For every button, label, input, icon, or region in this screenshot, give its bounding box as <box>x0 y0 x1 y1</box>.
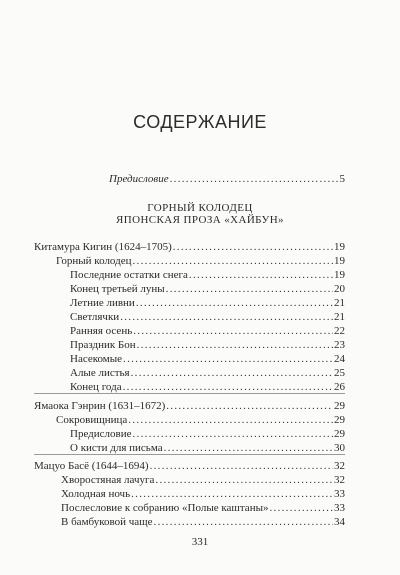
toc-entry-label: Горный колодец <box>56 255 132 267</box>
toc-entry <box>70 352 345 366</box>
toc-entry-page: 20 <box>334 283 345 295</box>
toc-entry-page: 19 <box>334 269 345 281</box>
toc-entry-author <box>34 240 345 254</box>
section-heading-line-2: ЯПОНСКАЯ ПРОЗА «ХАЙБУН» <box>116 214 284 226</box>
toc-entry-label: Сокровищница <box>56 414 128 426</box>
dot-leader <box>137 338 333 352</box>
dot-leader <box>133 324 333 338</box>
toc-entry-page: 23 <box>334 339 345 351</box>
toc-entry-collection <box>56 413 345 427</box>
group-divider <box>34 393 345 394</box>
toc-entry <box>61 515 345 529</box>
dot-leader <box>123 352 333 366</box>
dot-leader <box>164 441 333 455</box>
toc-entry-page: 33 <box>334 502 345 514</box>
dot-leader <box>170 172 339 186</box>
toc-entry <box>70 282 345 296</box>
toc-entry <box>70 427 345 441</box>
toc-entry-preface <box>109 172 345 186</box>
toc-entry-page: 19 <box>334 241 345 253</box>
toc-entry <box>61 501 345 515</box>
toc-entry-label: Конец года <box>70 381 122 393</box>
toc-entry-page: 29 <box>334 428 345 440</box>
toc-entry-label: Хворостяная лачуга <box>61 474 155 486</box>
toc-entry-label: Ранняя осень <box>70 325 133 337</box>
toc-entry-label: О кисти для письма <box>70 442 163 454</box>
toc-entry-page: 26 <box>334 381 345 393</box>
toc-entry-label: Светлячки <box>70 311 120 323</box>
toc-entry <box>70 324 345 338</box>
dot-leader <box>128 413 333 427</box>
toc-entry-label: Послесловие к собранию «Полые каштаны» <box>61 502 269 514</box>
toc-entry-label: Мацуо Басё (1644–1694) <box>34 460 149 472</box>
section-heading-line-1: ГОРНЫЙ КОЛОДЕЦ <box>147 202 253 214</box>
toc-entry-page: 24 <box>334 353 345 365</box>
dot-leader <box>133 427 334 441</box>
toc-entry <box>70 441 345 455</box>
toc-entry-page: 33 <box>334 488 345 500</box>
toc-entry <box>70 268 345 282</box>
dot-leader <box>133 254 334 268</box>
dot-leader <box>131 366 333 380</box>
dot-leader <box>189 268 333 282</box>
toc-entry-page: 21 <box>334 311 345 323</box>
toc-entry <box>70 366 345 380</box>
toc-entry-author <box>34 459 345 473</box>
toc-entry-page: 5 <box>339 173 345 185</box>
dot-leader <box>136 296 333 310</box>
toc-entry <box>70 296 345 310</box>
toc-entry <box>70 380 345 394</box>
page-number: 331 <box>191 536 209 548</box>
toc-entry-page: 25 <box>334 367 345 379</box>
dot-leader <box>166 282 333 296</box>
toc-entry <box>61 487 345 501</box>
dot-leader <box>173 240 333 254</box>
toc-entry-page: 22 <box>334 325 345 337</box>
toc-entry-page: 32 <box>334 474 345 486</box>
toc-entry-label: В бамбуковой чаще <box>61 516 153 528</box>
toc-entry-author <box>34 399 345 413</box>
toc-entry-label: Ямаока Гэнрин (1631–1672) <box>34 400 166 412</box>
dot-leader <box>155 473 333 487</box>
dot-leader <box>131 487 333 501</box>
toc-entry-page: 29 <box>334 414 345 426</box>
dot-leader <box>123 380 333 394</box>
toc-entry-label: Предисловие <box>70 428 132 440</box>
dot-leader <box>154 515 333 529</box>
toc-entry-page: 32 <box>334 460 345 472</box>
dot-leader <box>269 501 333 515</box>
toc-entry <box>61 473 345 487</box>
dot-leader <box>166 399 333 413</box>
toc-entry-label: Насекомые <box>70 353 123 365</box>
toc-entry-page: 19 <box>334 255 345 267</box>
toc-entry-label: Летние ливни <box>70 297 135 309</box>
toc-entry <box>70 310 345 324</box>
toc-entry-label: Китамура Кигин (1624–1705) <box>34 241 172 253</box>
toc-entry-page: 21 <box>334 297 345 309</box>
contents-title: СОДЕРЖАНИЕ <box>133 112 267 132</box>
toc-entry-label: Праздник Бон <box>70 339 136 351</box>
group-divider <box>34 454 345 455</box>
toc-entry-page: 29 <box>334 400 345 412</box>
toc-entry-label: Последние остатки снега <box>70 269 188 281</box>
toc-entry <box>70 338 345 352</box>
toc-entry-label: Холодная ночь <box>61 488 131 500</box>
toc-entry-collection <box>56 254 345 268</box>
dot-leader <box>120 310 333 324</box>
toc-entry-label: Предисловие <box>109 173 169 185</box>
toc-entry-page: 30 <box>334 442 345 454</box>
toc-entry-label: Конец третьей луны <box>70 283 165 295</box>
dot-leader <box>150 459 333 473</box>
toc-entry-label: Алые листья <box>70 367 130 379</box>
toc-entry-page: 34 <box>334 516 345 528</box>
